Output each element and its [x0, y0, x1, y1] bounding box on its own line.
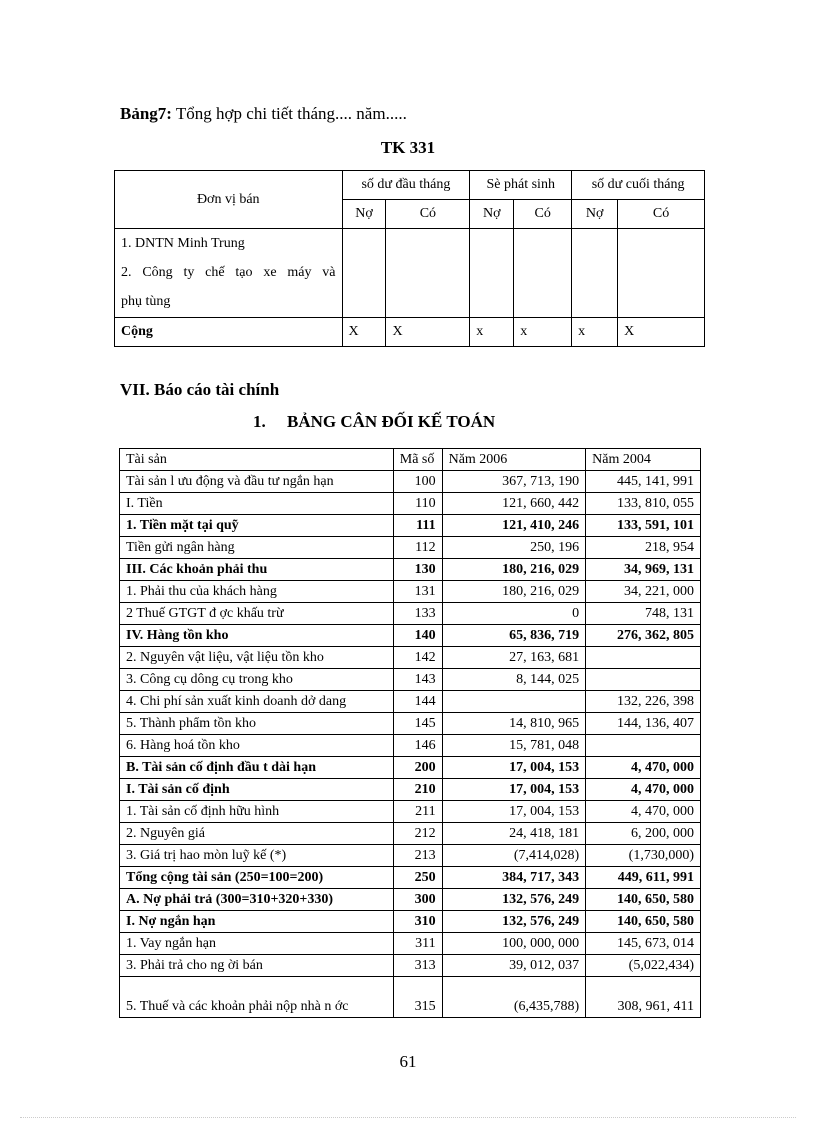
row-value-2006: 39, 012, 037 — [442, 955, 586, 977]
row-label: 1. Vay ngắn hạn — [120, 933, 394, 955]
row-value-2004: 218, 954 — [586, 537, 701, 559]
row-label: 6. Hàng hoá tồn kho — [120, 735, 394, 757]
row-code: 131 — [393, 581, 442, 603]
row-code: 146 — [393, 735, 442, 757]
row-label: B. Tài sản cố định đầu t dài hạn — [120, 757, 394, 779]
row-label: 1. Tiền mặt tại quỹ — [120, 515, 394, 537]
row-value-2004 — [586, 647, 701, 669]
row-value-2006: 65, 836, 719 — [442, 625, 586, 647]
total-row — [115, 318, 705, 347]
table-row — [120, 493, 701, 515]
table-cell — [470, 229, 514, 318]
table-row — [115, 229, 705, 318]
row-value-2006: 132, 576, 249 — [442, 889, 586, 911]
row-code: 100 — [393, 471, 442, 493]
table-cell — [618, 229, 705, 318]
row-value-2004: 132, 226, 398 — [586, 691, 701, 713]
row-code: 250 — [393, 867, 442, 889]
table-row — [120, 537, 701, 559]
table-row — [120, 977, 701, 1018]
row-label: Tài sản l ưu động và đầu tư ngắn hạn — [120, 471, 394, 493]
row-value-2004: 144, 136, 407 — [586, 713, 701, 735]
row-label: 3. Phải trả cho ng ời bán — [120, 955, 394, 977]
table-heading-prefix: Bảng7: — [120, 104, 172, 123]
col-header-assets: Tài sản — [120, 449, 394, 471]
total-mark: x — [572, 318, 618, 347]
balance-sheet-table — [119, 448, 701, 1018]
row-value-2006: 27, 163, 681 — [442, 647, 586, 669]
row-label: Tiền gửi ngân hàng — [120, 537, 394, 559]
row-value-2006: 14, 810, 965 — [442, 713, 586, 735]
table-row — [120, 779, 701, 801]
row-code: 144 — [393, 691, 442, 713]
row-code: 112 — [393, 537, 442, 559]
row-value-2004 — [586, 669, 701, 691]
row-value-2004: 145, 673, 014 — [586, 933, 701, 955]
table-row — [120, 581, 701, 603]
row-code: 110 — [393, 493, 442, 515]
row-code: 111 — [393, 515, 442, 537]
table-cell — [572, 229, 618, 318]
sub-col-header: Có — [514, 200, 572, 229]
table-row — [120, 823, 701, 845]
row-label: 2. Nguyên vật liệu, vật liệu tồn kho — [120, 647, 394, 669]
row-label: 5. Thành phẩm tồn kho — [120, 713, 394, 735]
row-value-2004: 308, 961, 411 — [586, 977, 701, 1018]
row-label: III. Các khoản phải thu — [120, 559, 394, 581]
table-heading — [120, 104, 407, 124]
table-row — [120, 911, 701, 933]
row-code: 311 — [393, 933, 442, 955]
row-label: 4. Chi phí sản xuất kinh doanh dở dang — [120, 691, 394, 713]
table-row — [120, 867, 701, 889]
col-header-2004: Năm 2004 — [586, 449, 701, 471]
table-row — [120, 515, 701, 537]
row-value-2004: 445, 141, 991 — [586, 471, 701, 493]
table-row — [120, 471, 701, 493]
balance-title-number: 1. — [253, 412, 266, 431]
supplier-detail-table — [114, 170, 705, 347]
unit-name: 1. DNTN Minh Trung — [121, 236, 245, 251]
table-row — [120, 757, 701, 779]
sub-col-header: Có — [618, 200, 705, 229]
row-label: I. Tài sản cố định — [120, 779, 394, 801]
table-cell — [342, 229, 386, 318]
row-label: 2. Nguyên giá — [120, 823, 394, 845]
row-value-2006: 121, 660, 442 — [442, 493, 586, 515]
row-value-2006: 17, 004, 153 — [442, 757, 586, 779]
page-number: 61 — [399, 1052, 417, 1071]
row-label: I. Nợ ngắn hạn — [120, 911, 394, 933]
row-code: 310 — [393, 911, 442, 933]
table-header-row — [115, 171, 705, 200]
row-label: I. Tiền — [120, 493, 394, 515]
table-row — [120, 625, 701, 647]
row-value-2004: (5,022,434) — [586, 955, 701, 977]
row-label: A. Nợ phải trả (300=310+320+330) — [120, 889, 394, 911]
row-value-2006: (6,435,788) — [442, 977, 586, 1018]
row-label: 5. Thuế và các khoản phải nộp nhà n ớc — [120, 977, 394, 1018]
table-row — [120, 647, 701, 669]
row-value-2006: 17, 004, 153 — [442, 801, 586, 823]
row-value-2004: 34, 221, 000 — [586, 581, 701, 603]
row-label: 3. Giá trị hao mòn luỹ kế (*) — [120, 845, 394, 867]
row-code: 142 — [393, 647, 442, 669]
row-code: 140 — [393, 625, 442, 647]
row-code: 130 — [393, 559, 442, 581]
row-code: 300 — [393, 889, 442, 911]
row-value-2004: 133, 810, 055 — [586, 493, 701, 515]
table-heading-title: Tổng hợp chi tiết tháng.... năm..... — [175, 104, 407, 123]
row-value-2006: 8, 144, 025 — [442, 669, 586, 691]
sub-col-header: Có — [386, 200, 470, 229]
table-row — [120, 933, 701, 955]
group-header: Sè phát sinh — [470, 171, 572, 200]
col-unit-header: Đơn vị bán — [115, 171, 343, 229]
total-label: Cộng — [115, 318, 343, 347]
row-value-2004: (1,730,000) — [586, 845, 701, 867]
row-label: 1. Tài sản cố định hữu hình — [120, 801, 394, 823]
account-code: TK 331 — [380, 138, 436, 157]
row-value-2004: 4, 470, 000 — [586, 757, 701, 779]
unit-name-continued: phụ tùng — [121, 294, 171, 309]
table-cell — [386, 229, 470, 318]
total-mark: X — [618, 318, 705, 347]
row-value-2004 — [586, 735, 701, 757]
row-label: Tổng cộng tài sản (250=100=200) — [120, 867, 394, 889]
row-value-2006: 384, 717, 343 — [442, 867, 586, 889]
table-row — [120, 669, 701, 691]
section-title: VII. Báo cáo tài chính — [120, 380, 280, 399]
unit-name: 2. Công ty chế tạo xe máy và — [121, 265, 336, 280]
balance-sheet-title — [253, 412, 495, 432]
row-label: 3. Công cụ dông cụ trong kho — [120, 669, 394, 691]
col-header-code: Mã số — [393, 449, 442, 471]
row-code: 213 — [393, 845, 442, 867]
row-code: 143 — [393, 669, 442, 691]
row-label: 1. Phải thu của khách hàng — [120, 581, 394, 603]
row-value-2004: 140, 650, 580 — [586, 911, 701, 933]
row-value-2004: 140, 650, 580 — [586, 889, 701, 911]
row-value-2004: 4, 470, 000 — [586, 801, 701, 823]
group-header: số dư cuối tháng — [572, 171, 705, 200]
row-code: 315 — [393, 977, 442, 1018]
row-code: 210 — [393, 779, 442, 801]
balance-header-row — [120, 449, 701, 471]
page-bottom-divider — [20, 1117, 796, 1118]
col-header-2006: Năm 2006 — [442, 449, 586, 471]
row-code: 200 — [393, 757, 442, 779]
table-row — [120, 603, 701, 625]
balance-body — [120, 471, 701, 977]
row-value-2006: 250, 196 — [442, 537, 586, 559]
row-code: 313 — [393, 955, 442, 977]
row-value-2006: (7,414,028) — [442, 845, 586, 867]
row-value-2006: 180, 216, 029 — [442, 559, 586, 581]
row-value-2006: 121, 410, 246 — [442, 515, 586, 537]
table-row — [120, 559, 701, 581]
row-value-2004: 4, 470, 000 — [586, 779, 701, 801]
row-value-2006: 17, 004, 153 — [442, 779, 586, 801]
table-row — [120, 801, 701, 823]
row-value-2004: 133, 591, 101 — [586, 515, 701, 537]
table-row — [120, 845, 701, 867]
sub-col-header: Nợ — [470, 200, 514, 229]
row-value-2006: 100, 000, 000 — [442, 933, 586, 955]
row-code: 211 — [393, 801, 442, 823]
total-mark: x — [470, 318, 514, 347]
table-row — [120, 735, 701, 757]
table-row — [120, 889, 701, 911]
row-value-2006: 0 — [442, 603, 586, 625]
group-header: số dư đầu tháng — [342, 171, 470, 200]
balance-title-text: BẢNG CÂN ĐỐI KẾ TOÁN — [287, 412, 496, 431]
row-value-2004: 34, 969, 131 — [586, 559, 701, 581]
row-value-2004: 748, 131 — [586, 603, 701, 625]
row-label: 2 Thuế GTGT đ ợc khấu trừ — [120, 603, 394, 625]
row-code: 133 — [393, 603, 442, 625]
total-mark: x — [514, 318, 572, 347]
row-value-2006: 24, 418, 181 — [442, 823, 586, 845]
table-cell — [514, 229, 572, 318]
total-mark: X — [386, 318, 470, 347]
total-mark: X — [342, 318, 386, 347]
table-row — [120, 691, 701, 713]
table-row — [120, 713, 701, 735]
row-value-2006: 180, 216, 029 — [442, 581, 586, 603]
row-value-2006: 15, 781, 048 — [442, 735, 586, 757]
row-code: 145 — [393, 713, 442, 735]
row-value-2006: 367, 713, 190 — [442, 471, 586, 493]
row-value-2004: 276, 362, 805 — [586, 625, 701, 647]
row-code: 212 — [393, 823, 442, 845]
row-value-2004: 449, 611, 991 — [586, 867, 701, 889]
unit-names-cell — [115, 229, 343, 318]
sub-col-header: Nợ — [572, 200, 618, 229]
row-value-2006: 132, 576, 249 — [442, 911, 586, 933]
sub-col-header: Nợ — [342, 200, 386, 229]
row-label: IV. Hàng tồn kho — [120, 625, 394, 647]
table-row — [120, 955, 701, 977]
row-value-2006 — [442, 691, 586, 713]
row-value-2004: 6, 200, 000 — [586, 823, 701, 845]
